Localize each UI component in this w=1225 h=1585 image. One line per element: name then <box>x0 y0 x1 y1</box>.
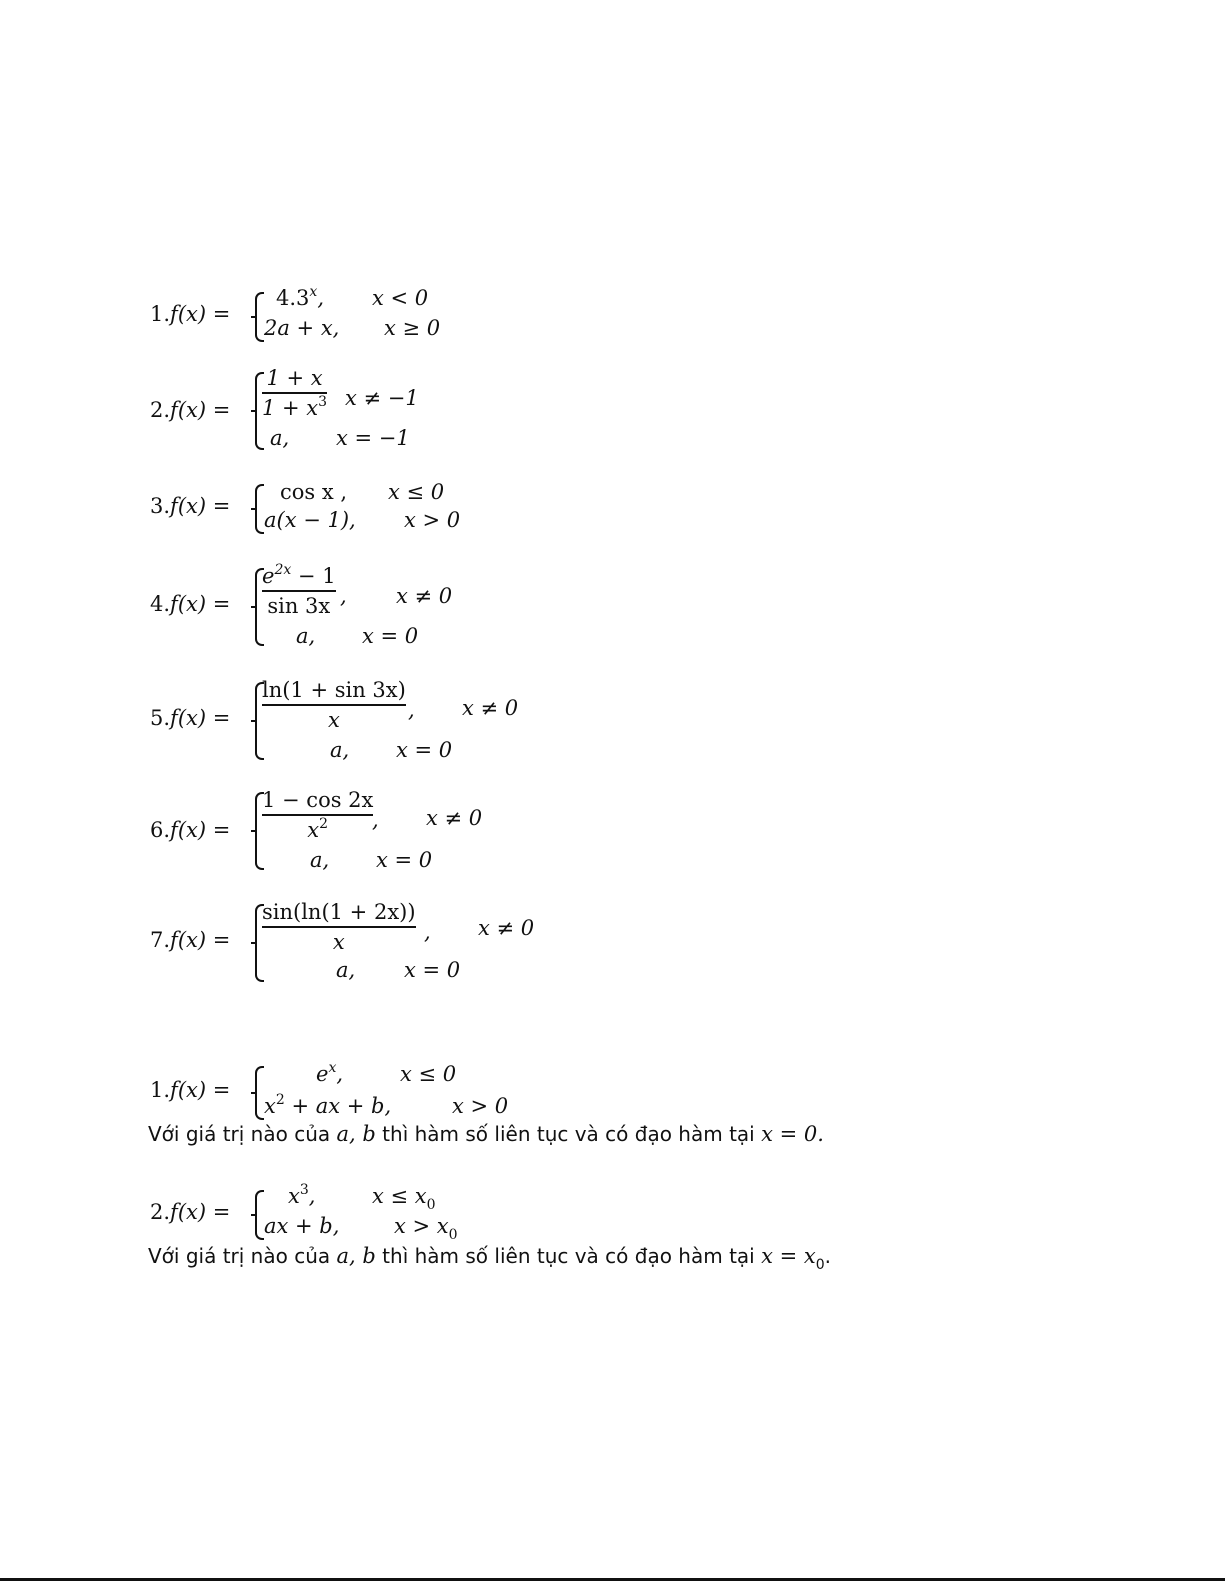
left-brace <box>255 292 264 342</box>
left-brace <box>255 1190 264 1240</box>
question-1-statement: Với giá trị nào của a, b thì hàm số liên tục và có đạo hàm tại x = 0. <box>148 1122 824 1146</box>
fraction: $\frac{\sin(\ln(1 + 2x))}{x}$ <box>262 900 416 954</box>
question-2-statement: Với giá trị nào của a, b thì hàm số liên tục và có đạo hàm tại $x = x_0$. <box>148 1244 832 1273</box>
fraction: $\frac{e^{2x} - 1}{\sin 3x}$ <box>262 562 336 618</box>
document-page: 1.f(x) = $4.3^x$, x < 0 2a + x, x ≥ 0 2.f(x) = $\frac{1 + x}{1 + x^3}$ x ≠ −1 a, x = −1 3.f(x) = cos x , x ≤ 0 a(x − 1), x > 0 4.f(x) = $\frac{e^{2x} - 1}{\sin 3x}$ , x ≠ 0 a, x = 0 5.f(x) = $\frac{\ln(1 + \sin 3x)}{x}$ , x ≠ 0 a, x = 0 6.f(x) = $\frac{1 - \cos 2x}{x^2}$ , x ≠ 0 a, x = 0 7.f(x) = $\frac{\sin(\ln(1 + 2x))}{x}$ , x ≠ 0 a, x = 0 1.f(x) = $e^x$, x ≤ 0 $x^2$ + ax + b, x > 0 Với giá trị nào của a, b thì hàm số liên tục và có đạo hàm tại x = 0. 2.f(x) = $x^3$, $x \le x_0$ ax + b, $x > x_0$ Với giá trị nào của a, b thì hàm số liên tục và có đạo hàm tại $x = x_0$. <box>0 0 1225 1585</box>
left-brace <box>255 484 264 534</box>
fraction: $\frac{1 - \cos 2x}{x^2}$ <box>262 788 374 842</box>
left-brace <box>255 1066 264 1120</box>
fraction: $\frac{1 + x}{1 + x^3}$ <box>262 366 328 420</box>
fraction: $\frac{\ln(1 + \sin 3x)}{x}$ <box>262 678 406 732</box>
bottom-border <box>0 1578 1225 1581</box>
